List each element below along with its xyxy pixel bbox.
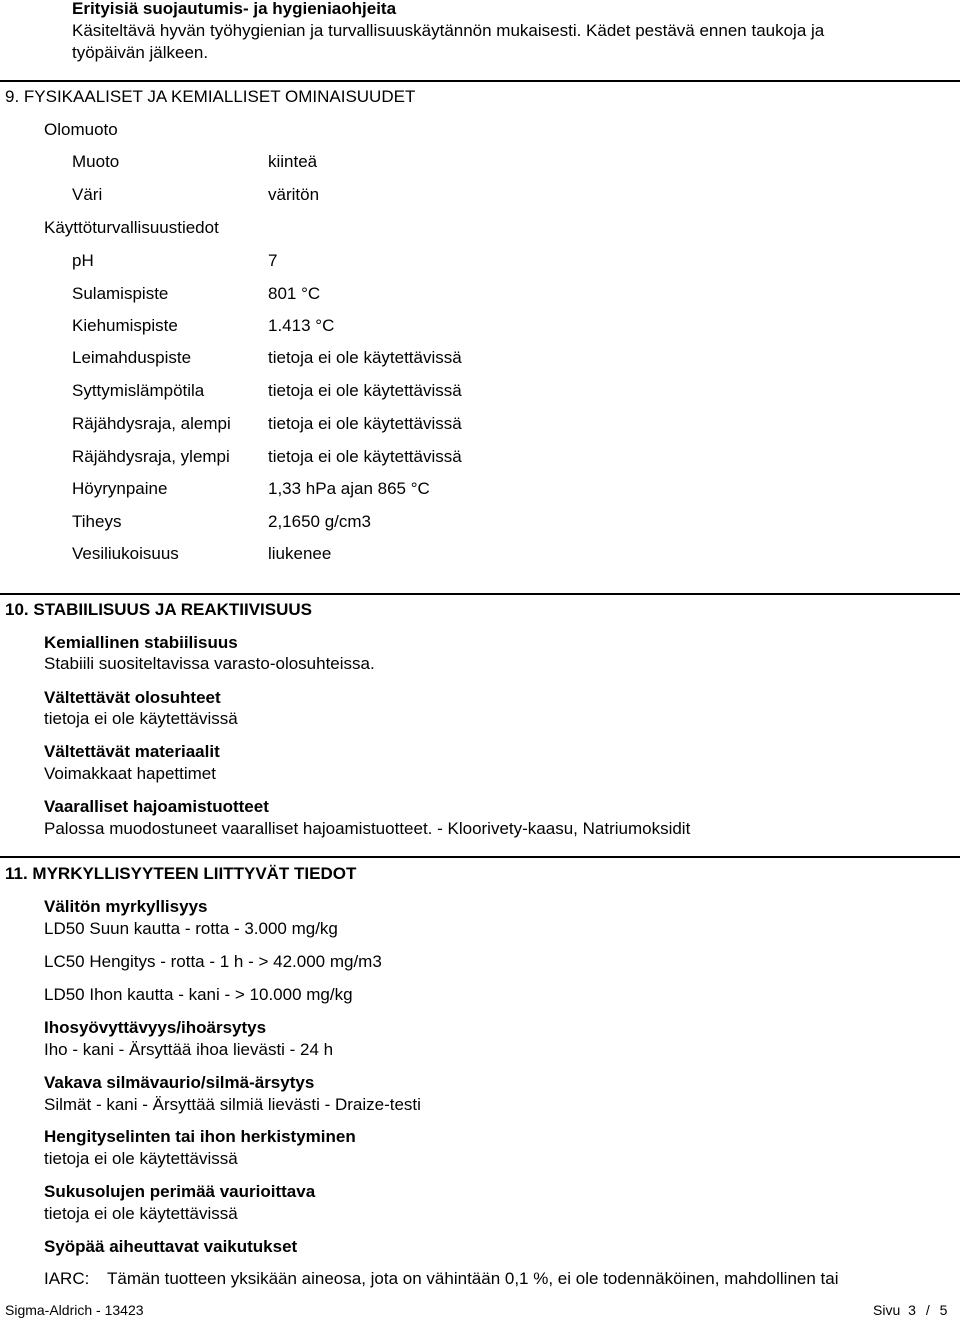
property-value: 1.413 °C xyxy=(268,316,335,335)
subsection-heading: Sukusolujen perimää vaurioittava xyxy=(44,1182,316,1201)
subsection-text: tietoja ei ole käytettävissä xyxy=(44,1149,238,1168)
property-value: 1,33 hPa ajan 865 °C xyxy=(268,479,430,498)
property-value: liukenee xyxy=(268,544,332,563)
subsection-heading: Vakava silmävaurio/silmä-ärsytys xyxy=(44,1073,315,1092)
toxicity-value: LD50 Suun kautta - rotta - 3.000 mg/kg xyxy=(44,919,338,938)
subsection-text: Palossa muodostuneet vaaralliset hajoamistuotteet. - Kloorivety-kaasu, Natriumoksidit xyxy=(44,819,691,838)
iarc-label: IARC: xyxy=(44,1269,90,1288)
footer-page-label: Sivu xyxy=(873,1302,901,1318)
property-label: Syttymislämpötila xyxy=(72,381,205,400)
subsection-heading: Vältettävät olosuhteet xyxy=(44,688,221,707)
property-value: tietoja ei ole käytettävissä xyxy=(268,348,462,367)
property-value: tietoja ei ole käytettävissä xyxy=(268,381,462,400)
subsection-text: tietoja ei ole käytettävissä xyxy=(44,1204,238,1223)
footer-page-number xyxy=(873,1300,947,1320)
subsection-heading: Ihosyövyttävyys/ihoärsytys xyxy=(44,1018,267,1037)
property-label: Tiheys xyxy=(72,512,122,531)
property-label: Sulamispiste xyxy=(72,284,169,303)
footer-page-current: 3 xyxy=(908,1302,916,1318)
property-label: Leimahduspiste xyxy=(72,348,192,367)
property-label: pH xyxy=(72,251,94,270)
property-label: Väri xyxy=(72,185,103,204)
subsection-heading: Kemiallinen stabiilisuus xyxy=(44,633,238,652)
property-label: Höyrynpaine xyxy=(72,479,168,498)
toxicity-value: LD50 Ihon kautta - kani - > 10.000 mg/kg xyxy=(44,985,353,1004)
property-value: 7 xyxy=(268,251,278,270)
hygiene-heading: Erityisiä suojautumis- ja hygieniaohjeita xyxy=(72,0,397,18)
subsection-text: Iho - kani - Ärsyttää ihoa lievästi - 24 h xyxy=(44,1040,334,1059)
section-10-title: 10. STABIILISUUS JA REAKTIIVISUUS xyxy=(5,600,312,619)
property-value: väritön xyxy=(268,185,320,204)
footer-product: Sigma-Aldrich - 13423 xyxy=(5,1302,144,1318)
property-value: 2,1650 g/cm3 xyxy=(268,512,372,531)
property-label: Räjähdysraja, alempi xyxy=(72,414,231,433)
subsection-text: tietoja ei ole käytettävissä xyxy=(44,709,238,728)
footer-page-sep: / xyxy=(925,1302,930,1318)
iarc-text: Tämän tuotteen yksikään aineosa, jota on vähintään 0,1 %, ei ole todennäköinen, mahdollinen tai xyxy=(107,1269,839,1288)
subsection-heading: Välitön myrkyllisyys xyxy=(44,897,208,916)
subsection-heading: Hengityselinten tai ihon herkistyminen xyxy=(44,1127,356,1146)
property-label: Räjähdysraja, ylempi xyxy=(72,447,230,466)
property-label: Kiehumispiste xyxy=(72,316,178,335)
hygiene-text-line1: Käsiteltävä hyvän työhygienian ja turvallisuuskäytännön mukaisesti. Kädet pestävä ennen taukoja ja xyxy=(72,21,825,40)
section-9-title: 9. FYSIKAALISET JA KEMIALLISET OMINAISUUDET xyxy=(5,87,416,106)
subsection-heading: Syöpää aiheuttavat vaikutukset xyxy=(44,1237,298,1256)
toxicity-value: LC50 Hengitys - rotta - 1 h - > 42.000 mg/m3 xyxy=(44,952,382,971)
subsection-heading: Vaaralliset hajoamistuotteet xyxy=(44,797,269,816)
hygiene-text-line2: työpäivän jälkeen. xyxy=(72,43,209,62)
section-divider xyxy=(0,593,960,595)
subsection-heading: Vältettävät materiaalit xyxy=(44,742,220,761)
olomuoto-heading: Olomuoto xyxy=(44,120,118,139)
subsection-text: Silmät - kani - Ärsyttää silmiä lievästi - Draize-testi xyxy=(44,1095,421,1114)
footer-page-total: 5 xyxy=(939,1302,948,1318)
subsection-text: Stabiili suositeltavissa varasto-olosuhteissa. xyxy=(44,654,375,673)
section-11-title: 11. MYRKYLLISYYTEEN LIITTYVÄT TIEDOT xyxy=(5,864,357,883)
safety-data-heading: Käyttöturvallisuustiedot xyxy=(44,218,219,237)
property-label: Muoto xyxy=(72,152,120,171)
property-value: 801 °C xyxy=(268,284,321,303)
section-divider xyxy=(0,80,960,82)
property-value: tietoja ei ole käytettävissä xyxy=(268,447,462,466)
section-divider xyxy=(0,856,960,858)
property-value: kiinteä xyxy=(268,152,318,171)
property-label: Vesiliukoisuus xyxy=(72,544,179,563)
subsection-text: Voimakkaat hapettimet xyxy=(44,764,216,783)
property-value: tietoja ei ole käytettävissä xyxy=(268,414,462,433)
